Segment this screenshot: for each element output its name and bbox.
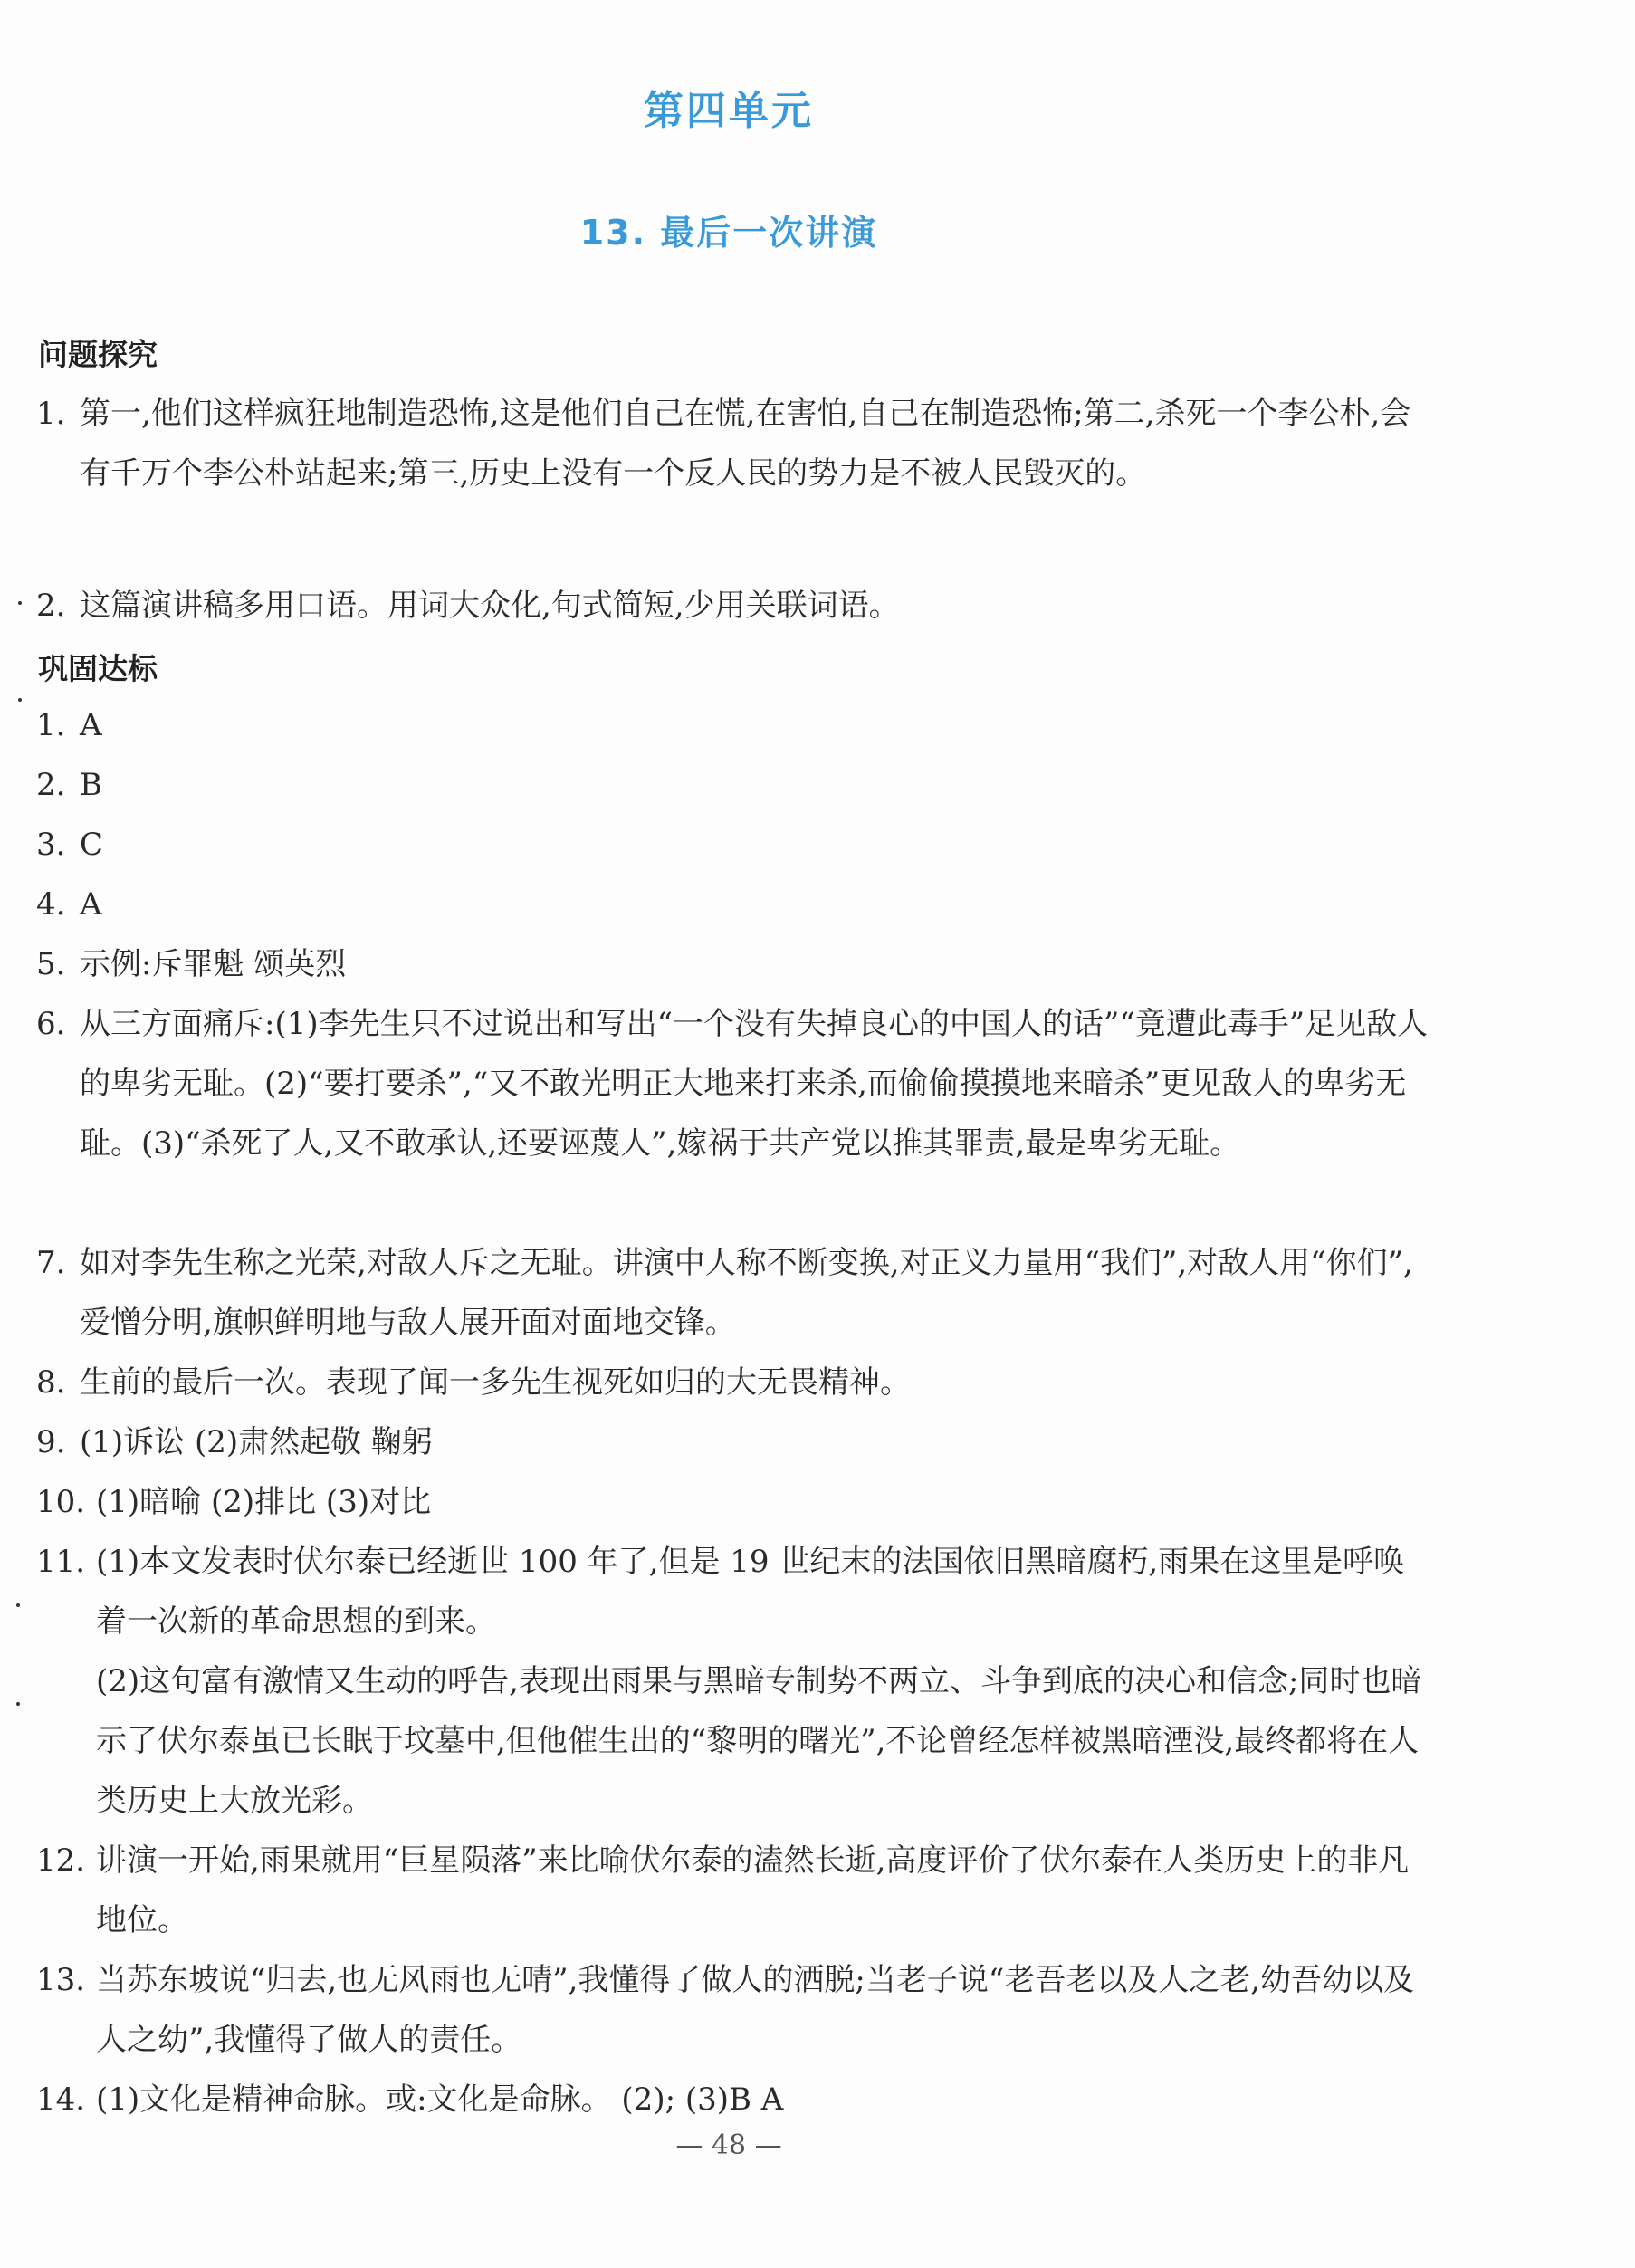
item-text: (1)文化是精神命脉。或:文化是命脉。 (2); (3)B A (96, 2081, 784, 2118)
consolidate-item-13 (36, 1950, 1430, 2070)
consolidate-item-4 (36, 875, 1430, 934)
item-number: 5. (36, 946, 66, 982)
item-number: 1. (36, 707, 66, 743)
item-number: 8. (36, 1364, 66, 1401)
item-number: 3. (36, 827, 66, 863)
consolidate-item-7 (36, 1233, 1430, 1353)
scan-speck (16, 1603, 20, 1607)
section-heading-inquiry: 问题探究 (38, 337, 158, 372)
consolidate-item-2 (36, 755, 1430, 815)
item-number: 6. (36, 1006, 66, 1042)
item-number: 7. (36, 1245, 66, 1281)
item-text: 从三方面痛斥:(1)李先生只不过说出和写出“一个没有失掉良心的中国人的话”“竟遭此毒手”足见敌人的卑劣无耻。(2)“要打要杀”,“又不敢光明正大地来打来杀,而偷偷摸摸地来暗杀”更见敌人的卑劣无耻。(3)“杀死了人,又不敢承认,还要诬蔑人”,嫁祸于共产党以推其罪责,最是卑劣无耻。 (80, 1006, 1429, 1162)
item-number: 10. (36, 1484, 86, 1520)
item-number: 13. (36, 1962, 86, 1998)
page-number: — 48 — (675, 2129, 782, 2161)
consolidate-item-6 (36, 994, 1430, 1173)
scan-speck (16, 1702, 20, 1706)
item-text: 如对李先生称之光荣,对敌人斥之无耻。讲演中人称不断变换,对正义力量用“我们”,对敌人用“你们”,爱憎分明,旗帜鲜明地与敌人展开面对面地交锋。 (80, 1245, 1413, 1341)
consolidate-item-9 (36, 1412, 1430, 1472)
item-text: B (80, 767, 102, 803)
item-number: 11. (36, 1544, 86, 1580)
item-subtext: (2)这句富有激情又生动的呼告,表现出雨果与黑暗专制势不两立、斗争到底的决心和信念;同时也暗示了伏尔泰虽已长眠于坟墓中,但他催生出的“黎明的曙光”,不论曾经怎样被黑暗湮没,最终都将在人类历史上大放光彩。 (96, 1663, 1422, 1819)
consolidate-item-10 (36, 1472, 1430, 1532)
item-text: 讲演一开始,雨果就用“巨星陨落”来比喻伏尔泰的溘然长逝,高度评价了伏尔泰在人类历史上的非凡地位。 (96, 1842, 1410, 1938)
consolidate-item-5 (36, 934, 1430, 994)
item-number: 9. (36, 1424, 66, 1460)
item-text: A (80, 707, 102, 743)
item-text: A (80, 886, 102, 923)
section-heading-consolidate: 巩固达标 (38, 651, 158, 686)
item-text: (1)本文发表时伏尔泰已经逝世 100 年了,但是 19 世纪末的法国依旧黑暗腐朽,雨果在这里是呼唤着一次新的革命思想的到来。 (96, 1544, 1405, 1640)
item-text: 第一,他们这样疯狂地制造恐怖,这是他们自己在慌,在害怕,自己在制造恐怖;第二,杀死一个李公朴,会有千万个李公朴站起来;第三,历史上没有一个反人民的势力是不被人民毁灭的。 (80, 396, 1411, 492)
item-number: 14. (36, 2081, 86, 2118)
item-text: C (80, 827, 104, 863)
inquiry-item-2 (36, 576, 1430, 636)
consolidate-item-1 (36, 695, 1430, 755)
item-text: (1)诉讼 (2)肃然起敬 鞠躬 (80, 1424, 433, 1460)
consolidate-item-8 (36, 1353, 1430, 1412)
item-text: 生前的最后一次。表现了闻一多先生视死如归的大无畏精神。 (80, 1364, 911, 1401)
item-text: 这篇演讲稿多用口语。用词大众化,句式简短,少用关联词语。 (80, 588, 900, 624)
scan-speck (18, 698, 22, 702)
consolidate-item-12 (36, 1831, 1430, 1950)
inquiry-item-1 (36, 384, 1430, 503)
item-text: (1)暗喻 (2)排比 (3)对比 (96, 1484, 432, 1520)
consolidate-item-14 (36, 2070, 1430, 2129)
item-number: 2. (36, 767, 66, 803)
item-text: 当苏东坡说“归去,也无风雨也无晴”,我懂得了做人的洒脱;当老子说“老吾老以及人之老,幼吾幼以及人之幼”,我懂得了做人的责任。 (96, 1962, 1415, 2058)
lesson-title: 13. 最后一次讲演 (579, 213, 878, 253)
unit-title: 第四单元 (644, 88, 814, 134)
item-number: 1. (36, 396, 66, 432)
consolidate-item-11 (36, 1532, 1430, 1831)
scan-speck (18, 601, 22, 605)
item-number: 2. (36, 588, 66, 624)
consolidate-item-3 (36, 815, 1430, 875)
item-number: 4. (36, 886, 66, 923)
item-number: 12. (36, 1842, 86, 1879)
item-text: 示例:斥罪魁 颂英烈 (80, 946, 347, 982)
